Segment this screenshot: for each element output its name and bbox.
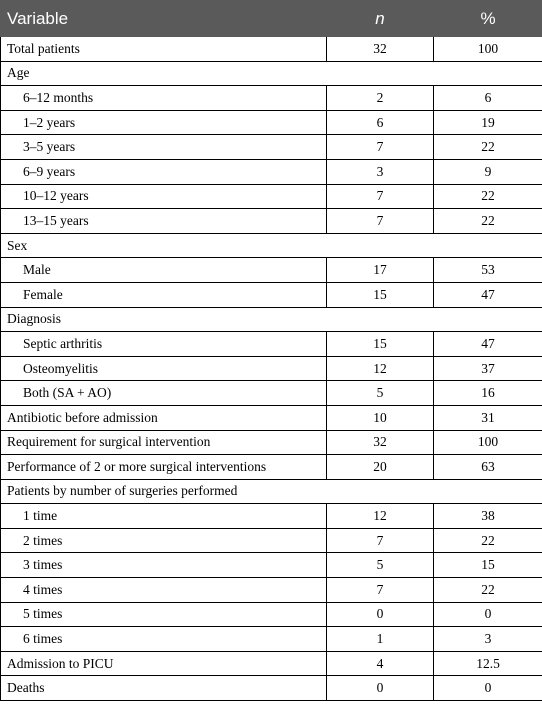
header-n: n — [327, 1, 434, 37]
row-label: Performance of 2 or more surgical interventions — [1, 455, 327, 480]
table-row — [1, 356, 542, 381]
section-label: Diagnosis — [1, 307, 542, 332]
row-n: 5 — [327, 381, 434, 406]
row-n: 4 — [327, 651, 434, 676]
table-row — [1, 159, 542, 184]
row-percent: 22 — [434, 209, 542, 234]
header-percent: % — [434, 1, 542, 37]
row-n: 32 — [327, 37, 434, 62]
row-n: 3 — [327, 159, 434, 184]
row-n: 15 — [327, 332, 434, 357]
row-percent: 22 — [434, 184, 542, 209]
row-percent: 19 — [434, 110, 542, 135]
row-percent: 0 — [434, 602, 542, 627]
table-row — [1, 528, 542, 553]
row-percent: 100 — [434, 430, 542, 455]
table-row — [1, 676, 542, 701]
section-label: Sex — [1, 233, 542, 258]
row-n: 7 — [327, 184, 434, 209]
table-row — [1, 332, 542, 357]
table-row — [1, 110, 542, 135]
row-percent: 6 — [434, 86, 542, 111]
row-percent: 31 — [434, 405, 542, 430]
row-label: 13–15 years — [1, 209, 327, 234]
section-row-sex — [1, 233, 542, 258]
row-n: 15 — [327, 282, 434, 307]
row-percent: 9 — [434, 159, 542, 184]
table-row — [1, 651, 542, 676]
row-label: Both (SA + AO) — [1, 381, 327, 406]
row-n: 12 — [327, 356, 434, 381]
row-n: 12 — [327, 504, 434, 529]
row-percent: 47 — [434, 332, 542, 357]
row-n: 1 — [327, 627, 434, 652]
row-n: 5 — [327, 553, 434, 578]
row-percent: 15 — [434, 553, 542, 578]
row-percent: 47 — [434, 282, 542, 307]
row-n: 7 — [327, 209, 434, 234]
row-label: 10–12 years — [1, 184, 327, 209]
row-n: 6 — [327, 110, 434, 135]
row-label: Osteomyelitis — [1, 356, 327, 381]
table-row — [1, 504, 542, 529]
row-label: 1 time — [1, 504, 327, 529]
row-percent: 100 — [434, 37, 542, 62]
table-header — [1, 1, 542, 37]
row-percent: 22 — [434, 528, 542, 553]
table-row — [1, 37, 542, 62]
row-n: 10 — [327, 405, 434, 430]
section-row-diagnosis — [1, 307, 542, 332]
table-row — [1, 602, 542, 627]
row-label: Antibiotic before admission — [1, 405, 327, 430]
row-label: Deaths — [1, 676, 327, 701]
row-label: Male — [1, 258, 327, 283]
row-label: 5 times — [1, 602, 327, 627]
row-label: 1–2 years — [1, 110, 327, 135]
table-row — [1, 627, 542, 652]
table-row — [1, 258, 542, 283]
row-percent: 38 — [434, 504, 542, 529]
table-row — [1, 209, 542, 234]
row-n: 32 — [327, 430, 434, 455]
table-row — [1, 282, 542, 307]
row-label: Septic arthritis — [1, 332, 327, 357]
table-row — [1, 381, 542, 406]
header-row — [1, 1, 542, 37]
header-variable: Variable — [1, 1, 327, 37]
table-row — [1, 553, 542, 578]
row-n: 20 — [327, 455, 434, 480]
table-row — [1, 430, 542, 455]
row-percent: 63 — [434, 455, 542, 480]
table-row — [1, 184, 542, 209]
row-n: 0 — [327, 676, 434, 701]
row-percent: 37 — [434, 356, 542, 381]
row-label: 6–9 years — [1, 159, 327, 184]
row-percent: 16 — [434, 381, 542, 406]
table-row — [1, 455, 542, 480]
section-row-age — [1, 61, 542, 86]
row-percent: 12.5 — [434, 651, 542, 676]
section-label: Patients by number of surgeries performed — [1, 479, 542, 504]
row-label: Female — [1, 282, 327, 307]
section-label: Age — [1, 61, 542, 86]
section-row-surgeries — [1, 479, 542, 504]
row-n: 17 — [327, 258, 434, 283]
row-n: 7 — [327, 528, 434, 553]
row-n: 0 — [327, 602, 434, 627]
table-row — [1, 578, 542, 603]
row-n: 2 — [327, 86, 434, 111]
table-row — [1, 405, 542, 430]
row-n: 7 — [327, 135, 434, 160]
row-percent: 3 — [434, 627, 542, 652]
row-label: 3 times — [1, 553, 327, 578]
table-row — [1, 135, 542, 160]
row-label: Total patients — [1, 37, 327, 62]
row-label: Admission to PICU — [1, 651, 327, 676]
row-percent: 0 — [434, 676, 542, 701]
row-label: 2 times — [1, 528, 327, 553]
table-body — [1, 37, 542, 701]
row-percent: 22 — [434, 578, 542, 603]
table-row — [1, 86, 542, 111]
row-label: 6 times — [1, 627, 327, 652]
row-percent: 22 — [434, 135, 542, 160]
row-label: Requirement for surgical intervention — [1, 430, 327, 455]
row-percent: 53 — [434, 258, 542, 283]
row-label: 4 times — [1, 578, 327, 603]
row-label: 3–5 years — [1, 135, 327, 160]
row-n: 7 — [327, 578, 434, 603]
row-label: 6–12 months — [1, 86, 327, 111]
